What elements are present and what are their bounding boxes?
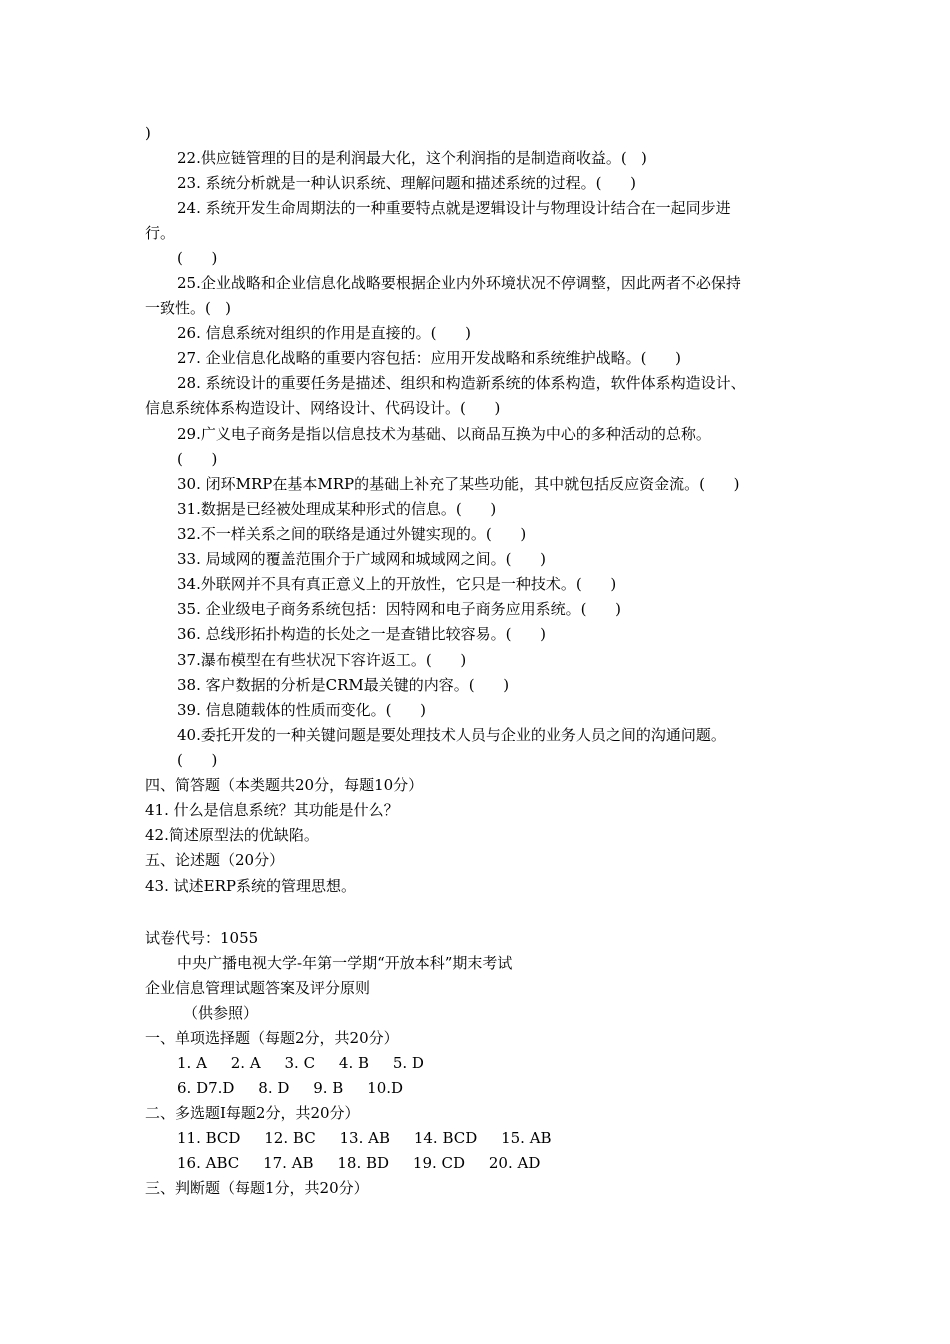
judgment-heading: 三、判断题（每题1分，共20分） [145,1179,369,1197]
multiple-choice-heading: 二、多选题I每题2分，共20分） [145,1104,360,1122]
question-39: 39. 信息随载体的性质而变化。( ) [177,701,426,719]
section-heading-essay: 五、论述题（20分） [145,851,285,869]
question-27: 27. 企业信息化战略的重要内容包括：应用开发战略和系统维护战略。( ) [177,349,681,367]
question-43: 43. 试述ERP系统的管理思想。 [145,877,356,895]
question-36: 36. 总线形拓扑构造的长处之一是查错比较容易。( ) [177,625,546,643]
single-choice-answers-row-1: 1. A 2. A 3. C 4. B 5. D [177,1054,424,1072]
multiple-choice-answers-row-2: 16. ABC 17. AB 18. BD 19. CD 20. AD [177,1154,541,1172]
question-25-wrap: 一致性。( ) [145,299,232,317]
for-reference-note: （供参照） [183,1004,259,1022]
answer-key-title: 企业信息管理试题答案及评分原则 [145,979,371,997]
multiple-choice-answers-row-1: 11. BCD 12. BC 13. AB 14. BCD 15. AB [177,1129,552,1147]
question-34: 34.外联网并不具有真正意义上的开放性，它只是一种技术。( ) [177,575,617,593]
question-31: 31.数据是已经被处理成某种形式的信息。( ) [177,500,497,518]
question-29: 29.广义电子商务是指以信息技术为基础、以商品互换为中心的多种活动的总称。 [177,425,711,443]
question-28: 28. 系统设计的重要任务是描述、组织和构造新系统的体系构造，软件体系构造设计、 [177,374,746,392]
continued-paren: ) [145,124,151,142]
single-choice-answers-row-2: 6. D7.D 8. D 9. B 10.D [177,1079,404,1097]
section-heading-short-answer: 四、简答题（本类题共20分，每题10分） [145,776,424,794]
question-29-answer-blank: ( ) [177,450,218,468]
question-22: 22.供应链管理的目的是利润最大化，这个利润指的是制造商收益。( ) [177,149,647,167]
exam-title-line: 中央广播电视大学-年第一学期“开放本科”期末考试 [177,954,513,972]
question-26: 26. 信息系统对组织的作用是直接的。( ) [177,324,471,342]
single-choice-heading: 一、单项选择题（每题2分，共20分） [145,1029,399,1047]
question-33: 33. 局域网的覆盖范围介于广域网和城域网之间。( ) [177,550,546,568]
question-40: 40.委托开发的一种关键问题是要处理技术人员与企业的业务人员之间的沟通问题。 [177,726,726,744]
question-28-wrap: 信息系统体系构造设计、网络设计、代码设计。( ) [145,399,501,417]
question-35: 35. 企业级电子商务系统包括：因特网和电子商务应用系统。( ) [177,600,621,618]
question-32: 32.不一样关系之间的联络是通过外键实现的。( ) [177,525,527,543]
question-37: 37.瀑布模型在有些状况下容许返工。( ) [177,651,467,669]
question-40-answer-blank: ( ) [177,751,218,769]
question-24-answer-blank: ( ) [177,249,218,267]
question-25: 25.企业战略和企业信息化战略要根据企业内外环境状况不停调整，因此两者不必保持 [177,274,741,292]
question-23: 23. 系统分析就是一种认识系统、理解问题和描述系统的过程。( ) [177,174,636,192]
question-38: 38. 客户数据的分析是CRM最关键的内容。( ) [177,676,510,694]
question-30: 30. 闭环MRP在基本MRP的基础上补充了某些功能，其中就包括反应资金流。( ) [177,475,740,493]
question-41: 41. 什么是信息系统？其功能是什么？ [145,801,399,819]
question-24-wrap: 行。 [145,224,176,242]
paper-code: 试卷代号：1055 [145,929,259,947]
question-24: 24. 系统开发生命周期法的一种重要特点就是逻辑设计与物理设计结合在一起同步进 [177,199,731,217]
question-42: 42.简述原型法的优缺陷。 [145,826,319,844]
